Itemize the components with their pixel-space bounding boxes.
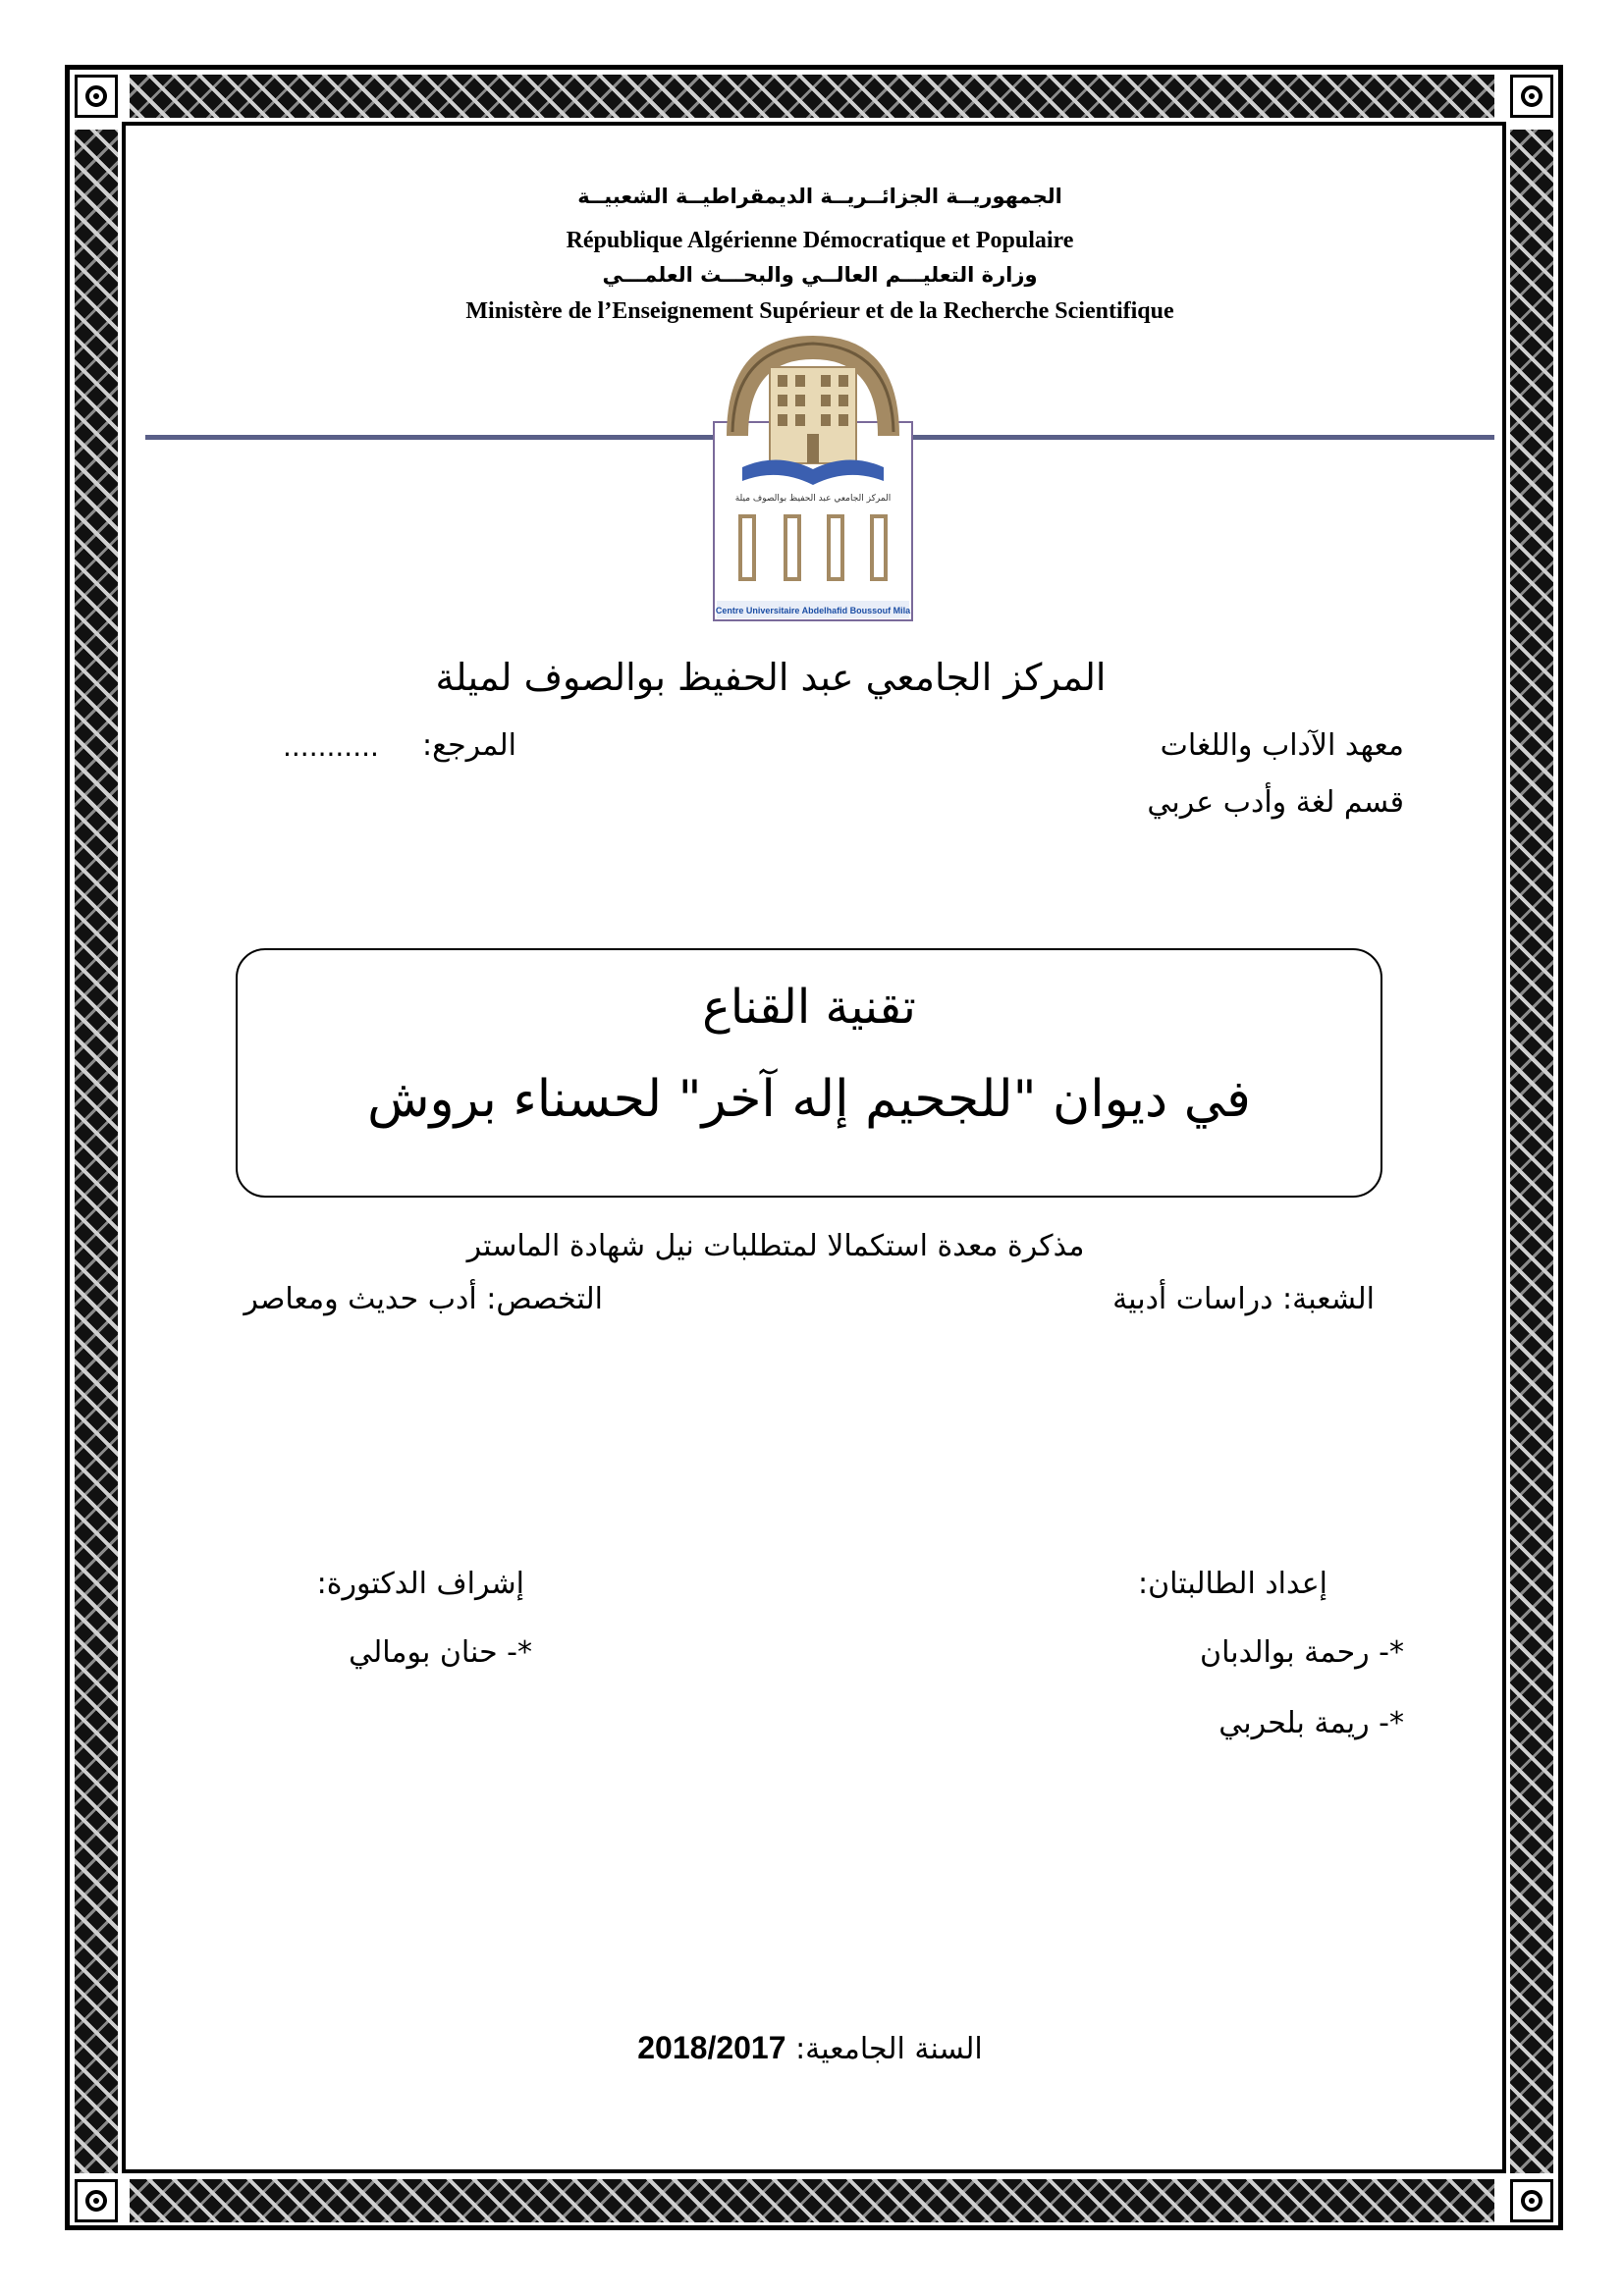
student-name: *- رحمة بوالدبان [1200,1635,1404,1670]
memo-description: مذكرة معدة استكمالا لمتطلبات نيل شهادة الماستر [466,1229,1085,1263]
header-divider-left [145,435,713,440]
university-logo [713,328,913,622]
student-name: *- ريمة بلحربي [1218,1706,1404,1740]
header-ministry-ar: وزارة التعليـــم العالــي والبحـــث العلمـــي [602,263,1038,287]
branch-field: الشعبة: دراسات أدبية [1112,1282,1375,1316]
header-divider-right [913,435,1494,440]
academic-year-value: 2018/2017 [637,2030,786,2065]
reference-value: ........... [283,730,379,763]
corner-ornament-icon [1510,75,1553,118]
reference-label: المرجع: [422,728,516,763]
supervision-label: إشراف الدكتورة: [316,1567,524,1601]
header-republic-ar: الجمهوريــة الجزائــريــة الديمقراطيــة الشعبيــة [577,185,1062,208]
border-pattern-left [75,130,118,2173]
center-name: المركز الجامعي عبد الحفيظ بوالصوف لميلة [435,656,1107,699]
logo-caption-fr: Centre Universitaire Abdelhafid Boussouf Mila [715,606,911,615]
thesis-title-line1: تقنية القناع [702,980,916,1035]
header-ministry-fr: Ministère de l’Enseignement Supérieur et de la Recherche Scientifique [465,298,1174,324]
corner-ornament-icon [75,75,118,118]
logo-caption-ar: المركز الجامعي عبد الحفيظ بوالصوف ميلة [734,494,892,504]
prepared-by-label: إعداد الطالبتان: [1138,1567,1327,1601]
thesis-title-line2: في ديوان "للجحيم إله آخر" لحسناء بروش [367,1070,1251,1129]
header-republic-fr: République Algérienne Démocratique et Populaire [566,228,1074,253]
border-pattern-bottom [130,2179,1494,2222]
academic-year-label: السنة الجامعية: [795,2032,983,2066]
supervisor-name: *- حنان بومالي [349,1635,532,1670]
institute-name: معهد الآداب واللغات [1160,728,1404,763]
border-pattern-right [1510,130,1553,2173]
academic-year [491,2030,1129,2066]
specialty-field: التخصص: أدب حديث ومعاصر [244,1282,603,1316]
corner-ornament-icon [1510,2179,1553,2222]
department-name: قسم لغة وأدب عربي [1147,785,1404,820]
corner-ornament-icon [75,2179,118,2222]
border-pattern-top [130,75,1494,118]
